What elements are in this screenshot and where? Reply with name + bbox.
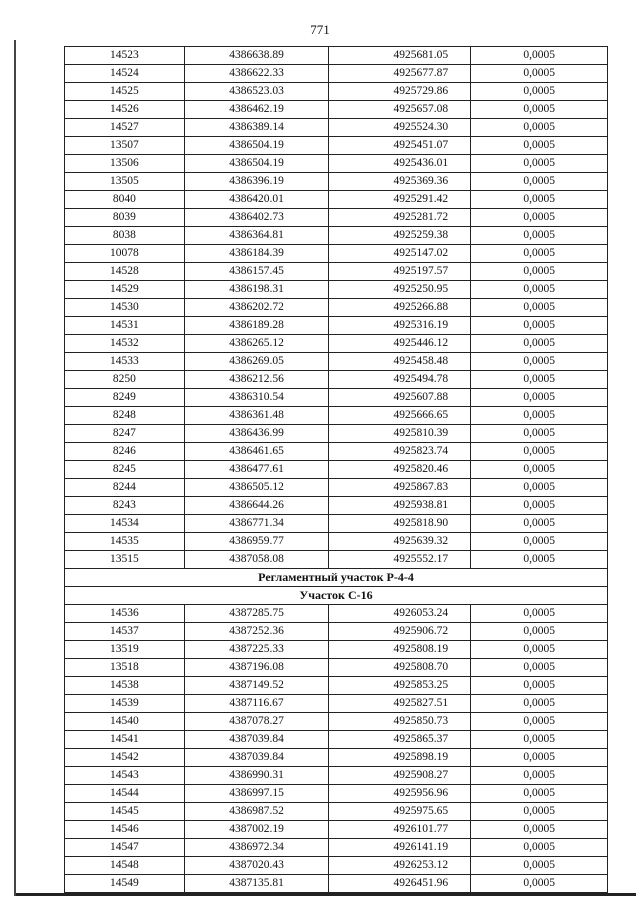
coord-x: 4386505.12 — [184, 479, 329, 497]
table-row — [65, 461, 608, 479]
table-row — [65, 209, 608, 227]
point-number: 8038 — [65, 227, 185, 245]
coord-x: 4386504.19 — [184, 155, 329, 173]
point-number: 14538 — [65, 677, 185, 695]
point-number: 14536 — [65, 605, 185, 623]
point-number: 8249 — [65, 389, 185, 407]
point-number: 8250 — [65, 371, 185, 389]
tolerance: 0,0005 — [471, 497, 608, 515]
point-number: 14535 — [65, 533, 185, 551]
coord-x: 4386212.56 — [184, 371, 329, 389]
tolerance: 0,0005 — [471, 821, 608, 839]
coord-x: 4387039.84 — [184, 749, 329, 767]
section-headers — [65, 569, 608, 605]
scan-edge-left — [14, 40, 16, 896]
coord-y: 4925908.27 — [329, 767, 471, 785]
table-row — [65, 245, 608, 263]
tolerance: 0,0005 — [471, 47, 608, 65]
section-title: Регламентный участок Р-4-4 — [65, 569, 608, 587]
coord-y: 4925657.08 — [329, 101, 471, 119]
coord-x: 4386265.12 — [184, 335, 329, 353]
coord-y: 4926101.77 — [329, 821, 471, 839]
table-row — [65, 65, 608, 83]
table-row — [65, 191, 608, 209]
table-row — [65, 47, 608, 65]
coord-y: 4925681.05 — [329, 47, 471, 65]
coord-x: 4387135.81 — [184, 875, 329, 893]
coord-x: 4386990.31 — [184, 767, 329, 785]
coord-y: 4925197.57 — [329, 263, 471, 281]
coord-x: 4386361.48 — [184, 407, 329, 425]
table-row — [65, 155, 608, 173]
point-number: 14546 — [65, 821, 185, 839]
coord-x: 4386477.61 — [184, 461, 329, 479]
point-number: 14541 — [65, 731, 185, 749]
point-number: 13506 — [65, 155, 185, 173]
coord-y: 4925853.25 — [329, 677, 471, 695]
point-number: 14531 — [65, 317, 185, 335]
point-number: 14534 — [65, 515, 185, 533]
coord-y: 4925906.72 — [329, 623, 471, 641]
coord-y: 4925524.30 — [329, 119, 471, 137]
tolerance: 0,0005 — [471, 101, 608, 119]
coord-y: 4925458.48 — [329, 353, 471, 371]
tolerance: 0,0005 — [471, 407, 608, 425]
table-row — [65, 137, 608, 155]
coord-y: 4925639.32 — [329, 533, 471, 551]
table-row — [65, 659, 608, 677]
point-number: 14523 — [65, 47, 185, 65]
point-number: 14543 — [65, 767, 185, 785]
tolerance: 0,0005 — [471, 605, 608, 623]
coord-x: 4386310.54 — [184, 389, 329, 407]
table-row — [65, 443, 608, 461]
coord-y: 4925729.86 — [329, 83, 471, 101]
point-number: 14547 — [65, 839, 185, 857]
point-number: 10078 — [65, 245, 185, 263]
tolerance: 0,0005 — [471, 857, 608, 875]
coord-y: 4925436.01 — [329, 155, 471, 173]
coord-x: 4386972.34 — [184, 839, 329, 857]
tolerance: 0,0005 — [471, 371, 608, 389]
coord-y: 4925446.12 — [329, 335, 471, 353]
point-number: 14533 — [65, 353, 185, 371]
coord-x: 4387020.43 — [184, 857, 329, 875]
tolerance: 0,0005 — [471, 299, 608, 317]
tolerance: 0,0005 — [471, 263, 608, 281]
table-row — [65, 299, 608, 317]
tolerance: 0,0005 — [471, 155, 608, 173]
coord-x: 4387285.75 — [184, 605, 329, 623]
coord-x: 4387149.52 — [184, 677, 329, 695]
table-row — [65, 695, 608, 713]
table-row — [65, 551, 608, 569]
coord-x: 4386461.65 — [184, 443, 329, 461]
coord-x: 4387058.08 — [184, 551, 329, 569]
coord-y: 4926053.24 — [329, 605, 471, 623]
coordinates-table — [64, 46, 608, 893]
tolerance: 0,0005 — [471, 335, 608, 353]
coord-x: 4386202.72 — [184, 299, 329, 317]
table-row — [65, 623, 608, 641]
point-number: 13507 — [65, 137, 185, 155]
coord-y: 4925865.37 — [329, 731, 471, 749]
table-row — [65, 713, 608, 731]
coord-x: 4386396.19 — [184, 173, 329, 191]
coord-y: 4926253.12 — [329, 857, 471, 875]
table-row — [65, 227, 608, 245]
tolerance: 0,0005 — [471, 353, 608, 371]
table-row — [65, 677, 608, 695]
point-number: 14532 — [65, 335, 185, 353]
table-row — [65, 335, 608, 353]
tolerance: 0,0005 — [471, 533, 608, 551]
table-row — [65, 425, 608, 443]
point-number: 8248 — [65, 407, 185, 425]
coord-y: 4925666.65 — [329, 407, 471, 425]
point-number: 14529 — [65, 281, 185, 299]
tolerance: 0,0005 — [471, 677, 608, 695]
tolerance: 0,0005 — [471, 137, 608, 155]
coord-x: 4387002.19 — [184, 821, 329, 839]
table-row — [65, 803, 608, 821]
table-row — [65, 641, 608, 659]
coord-y: 4925975.65 — [329, 803, 471, 821]
table-row — [65, 767, 608, 785]
page-number: 771 — [310, 22, 330, 37]
coord-y: 4925494.78 — [329, 371, 471, 389]
point-number: 8039 — [65, 209, 185, 227]
coord-y: 4925552.17 — [329, 551, 471, 569]
point-number: 8246 — [65, 443, 185, 461]
table-row — [65, 353, 608, 371]
coord-x: 4386771.34 — [184, 515, 329, 533]
coord-y: 4925281.72 — [329, 209, 471, 227]
table-row — [65, 389, 608, 407]
tolerance: 0,0005 — [471, 119, 608, 137]
coord-y: 4925808.70 — [329, 659, 471, 677]
table-row — [65, 605, 608, 623]
coord-y: 4925823.74 — [329, 443, 471, 461]
point-number: 14527 — [65, 119, 185, 137]
point-number: 8040 — [65, 191, 185, 209]
table-row — [65, 317, 608, 335]
tolerance: 0,0005 — [471, 281, 608, 299]
coord-x: 4387196.08 — [184, 659, 329, 677]
point-number: 8247 — [65, 425, 185, 443]
tolerance: 0,0005 — [471, 713, 608, 731]
point-number: 14549 — [65, 875, 185, 893]
table-row — [65, 731, 608, 749]
tolerance: 0,0005 — [471, 65, 608, 83]
coord-x: 4386644.26 — [184, 497, 329, 515]
tolerance: 0,0005 — [471, 425, 608, 443]
coord-y: 4925956.96 — [329, 785, 471, 803]
coord-y: 4925827.51 — [329, 695, 471, 713]
point-number: 8245 — [65, 461, 185, 479]
coord-x: 4386504.19 — [184, 137, 329, 155]
coord-x: 4386622.33 — [184, 65, 329, 83]
coord-x: 4387116.67 — [184, 695, 329, 713]
coord-x: 4386198.31 — [184, 281, 329, 299]
coord-x: 4386638.89 — [184, 47, 329, 65]
point-number: 14540 — [65, 713, 185, 731]
coord-y: 4926451.96 — [329, 875, 471, 893]
table-row — [65, 821, 608, 839]
tolerance: 0,0005 — [471, 515, 608, 533]
tolerance: 0,0005 — [471, 209, 608, 227]
coord-x: 4386436.99 — [184, 425, 329, 443]
tolerance: 0,0005 — [471, 443, 608, 461]
table-row — [65, 479, 608, 497]
coord-y: 4925607.88 — [329, 389, 471, 407]
coord-y: 4925938.81 — [329, 497, 471, 515]
table-row — [65, 875, 608, 893]
tolerance: 0,0005 — [471, 191, 608, 209]
tolerance: 0,0005 — [471, 389, 608, 407]
coord-x: 4386189.28 — [184, 317, 329, 335]
coord-x: 4386402.73 — [184, 209, 329, 227]
coord-x: 4386389.14 — [184, 119, 329, 137]
coord-y: 4925266.88 — [329, 299, 471, 317]
subsection-title: Участок С-16 — [65, 587, 608, 605]
scan-edge-bottom — [16, 893, 636, 896]
coord-x: 4386364.81 — [184, 227, 329, 245]
table-row — [65, 101, 608, 119]
tolerance: 0,0005 — [471, 839, 608, 857]
table-row — [65, 749, 608, 767]
table-row — [65, 785, 608, 803]
coord-x: 4386157.45 — [184, 263, 329, 281]
tolerance: 0,0005 — [471, 803, 608, 821]
tolerance: 0,0005 — [471, 83, 608, 101]
tolerance: 0,0005 — [471, 731, 608, 749]
tolerance: 0,0005 — [471, 875, 608, 893]
table-row — [65, 281, 608, 299]
tolerance: 0,0005 — [471, 785, 608, 803]
point-number: 14528 — [65, 263, 185, 281]
table-row — [65, 515, 608, 533]
coord-x: 4387078.27 — [184, 713, 329, 731]
coord-x: 4386420.01 — [184, 191, 329, 209]
point-number: 14537 — [65, 623, 185, 641]
table-row — [65, 497, 608, 515]
coord-y: 4925291.42 — [329, 191, 471, 209]
coord-y: 4925810.39 — [329, 425, 471, 443]
table-row — [65, 173, 608, 191]
coord-y: 4925867.83 — [329, 479, 471, 497]
coord-x: 4386523.03 — [184, 83, 329, 101]
group1-rows — [65, 47, 608, 569]
point-number: 14539 — [65, 695, 185, 713]
coord-y: 4925259.38 — [329, 227, 471, 245]
point-number: 13515 — [65, 551, 185, 569]
tolerance: 0,0005 — [471, 659, 608, 677]
coord-y: 4925818.90 — [329, 515, 471, 533]
coord-x: 4387225.33 — [184, 641, 329, 659]
coord-x: 4386184.39 — [184, 245, 329, 263]
tolerance: 0,0005 — [471, 173, 608, 191]
table-row — [65, 263, 608, 281]
subsection-title-row — [65, 587, 608, 605]
coord-x: 4386462.19 — [184, 101, 329, 119]
table-row — [65, 119, 608, 137]
coord-x: 4387039.84 — [184, 731, 329, 749]
coord-y: 4925850.73 — [329, 713, 471, 731]
coord-x: 4386997.15 — [184, 785, 329, 803]
coord-y: 4925677.87 — [329, 65, 471, 83]
point-number: 14548 — [65, 857, 185, 875]
tolerance: 0,0005 — [471, 317, 608, 335]
tolerance: 0,0005 — [471, 695, 608, 713]
coord-y: 4925808.19 — [329, 641, 471, 659]
coord-y: 4925369.36 — [329, 173, 471, 191]
tolerance: 0,0005 — [471, 245, 608, 263]
coord-x: 4386269.05 — [184, 353, 329, 371]
point-number: 14545 — [65, 803, 185, 821]
coord-y: 4925898.19 — [329, 749, 471, 767]
table-row — [65, 83, 608, 101]
tolerance: 0,0005 — [471, 227, 608, 245]
table-row — [65, 839, 608, 857]
coord-y: 4925316.19 — [329, 317, 471, 335]
tolerance: 0,0005 — [471, 749, 608, 767]
tolerance: 0,0005 — [471, 641, 608, 659]
section-title-row — [65, 569, 608, 587]
coord-y: 4926141.19 — [329, 839, 471, 857]
coord-y: 4925451.07 — [329, 137, 471, 155]
point-number: 14544 — [65, 785, 185, 803]
point-number: 13505 — [65, 173, 185, 191]
point-number: 14530 — [65, 299, 185, 317]
coord-x: 4386959.77 — [184, 533, 329, 551]
point-number: 14526 — [65, 101, 185, 119]
table-row — [65, 533, 608, 551]
point-number: 14525 — [65, 83, 185, 101]
table-row — [65, 407, 608, 425]
point-number: 14542 — [65, 749, 185, 767]
point-number: 13518 — [65, 659, 185, 677]
point-number: 14524 — [65, 65, 185, 83]
coord-x: 4387252.36 — [184, 623, 329, 641]
coord-x: 4386987.52 — [184, 803, 329, 821]
coord-y: 4925147.02 — [329, 245, 471, 263]
point-number: 8243 — [65, 497, 185, 515]
point-number: 13519 — [65, 641, 185, 659]
coord-y: 4925250.95 — [329, 281, 471, 299]
table-row — [65, 371, 608, 389]
coord-y: 4925820.46 — [329, 461, 471, 479]
tolerance: 0,0005 — [471, 479, 608, 497]
table-row — [65, 857, 608, 875]
tolerance: 0,0005 — [471, 461, 608, 479]
tolerance: 0,0005 — [471, 623, 608, 641]
point-number: 8244 — [65, 479, 185, 497]
group2-rows — [65, 605, 608, 893]
tolerance: 0,0005 — [471, 767, 608, 785]
tolerance: 0,0005 — [471, 551, 608, 569]
